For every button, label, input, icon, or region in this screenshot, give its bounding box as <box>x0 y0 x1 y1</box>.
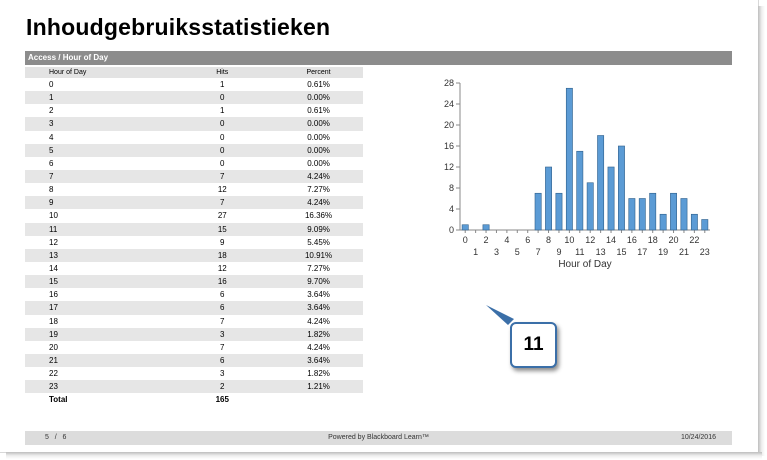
bar-hour-17 <box>639 199 645 231</box>
bar-hour-23 <box>702 220 708 231</box>
page-title: Inhoudgebruiksstatistieken <box>26 14 331 40</box>
hits-cell: 12 <box>217 264 227 274</box>
table-row <box>25 183 363 196</box>
percent-cell: 10.91% <box>274 249 363 262</box>
page-shadow-right <box>758 6 765 456</box>
hits-cell: 27 <box>217 211 227 221</box>
report-date: 10/24/2016 <box>680 434 716 441</box>
percent-cell: 4.24% <box>307 316 330 326</box>
x-tick-label: 14 <box>606 235 617 245</box>
x-tick-label: 7 <box>535 247 541 257</box>
hour-cell: 20 <box>49 342 58 352</box>
hits-cell: 18 <box>170 249 274 262</box>
column-header-hour: Hour of Day <box>25 67 170 78</box>
hour-cell: 6 <box>49 158 54 168</box>
hour-cell: 4 <box>49 132 54 142</box>
hits-cell: 7 <box>170 170 274 183</box>
table-body <box>25 78 363 407</box>
hour-cell: 18 <box>49 316 58 326</box>
table-row <box>25 328 363 341</box>
x-tick-label: 23 <box>699 247 710 257</box>
hour-cell: 3 <box>25 117 170 130</box>
table-row <box>25 144 363 157</box>
percent-cell: 4.24% <box>274 196 363 209</box>
hour-cell: 14 <box>49 264 58 274</box>
callout-badge: 11 <box>510 322 557 368</box>
hour-stats-table <box>25 67 363 407</box>
y-tick-label: 20 <box>443 120 454 130</box>
page-separator: / <box>54 434 57 441</box>
hits-cell: 7 <box>220 342 225 352</box>
powered-by-text: Powered by Blackboard Learn™ <box>328 434 429 441</box>
hour-of-day-chart <box>430 75 720 280</box>
y-tick-label: 8 <box>448 183 454 193</box>
x-tick-label: 19 <box>658 247 669 257</box>
hits-cell: 0 <box>170 144 274 157</box>
bar-hour-7 <box>535 193 541 230</box>
bar-hour-10 <box>566 88 572 230</box>
hour-cell: 16 <box>49 290 58 300</box>
hits-cell: 0 <box>220 158 225 168</box>
x-tick-label: 0 <box>462 235 468 245</box>
bar-hour-19 <box>660 214 666 230</box>
x-tick-label: 10 <box>564 235 575 245</box>
table-row <box>25 157 363 170</box>
hour-cell: 10 <box>49 211 58 221</box>
hits-cell: 6 <box>220 290 225 300</box>
column-header-percent: Percent <box>274 67 363 78</box>
hour-cell: 15 <box>25 275 170 288</box>
table-row <box>25 262 363 275</box>
percent-cell: 7.27% <box>307 264 330 274</box>
hour-cell: 0 <box>49 80 54 90</box>
hits-cell: 3 <box>220 369 225 379</box>
x-tick-label: 9 <box>556 247 562 257</box>
table-row <box>25 78 363 91</box>
x-tick-label: 16 <box>626 235 637 245</box>
hour-cell: 5 <box>25 144 170 157</box>
table-row <box>25 288 363 301</box>
y-tick-label: 0 <box>448 225 454 235</box>
percent-cell: 4.24% <box>307 342 330 352</box>
y-tick-label: 12 <box>443 162 454 172</box>
x-tick-label: 20 <box>668 235 679 245</box>
bar-hour-8 <box>545 167 551 230</box>
bar-hour-20 <box>670 193 676 230</box>
percent-cell: 1.82% <box>307 369 330 379</box>
x-tick-label: 17 <box>637 247 648 257</box>
percent-cell: 3.64% <box>307 290 330 300</box>
column-header-hits: Hits <box>170 67 274 78</box>
percent-cell: 3.64% <box>274 354 363 367</box>
hits-cell: 15 <box>170 223 274 236</box>
hour-cell: 13 <box>25 249 170 262</box>
percent-cell: 5.45% <box>307 237 330 247</box>
percent-cell: 7.27% <box>307 185 330 195</box>
hits-cell: 7 <box>170 196 274 209</box>
hits-cell: 16 <box>170 275 274 288</box>
hits-cell: 6 <box>170 301 274 314</box>
x-tick-label: 8 <box>546 235 552 245</box>
page-shadow-bottom <box>6 452 762 459</box>
x-tick-label: 5 <box>514 247 520 257</box>
y-tick-label: 24 <box>443 99 454 109</box>
hits-cell: 2 <box>170 380 274 393</box>
table-row <box>25 341 363 354</box>
hits-cell: 0 <box>220 132 225 142</box>
percent-cell: 0.61% <box>307 106 330 116</box>
hour-cell: 8 <box>49 185 54 195</box>
percent-cell: 0.00% <box>307 158 330 168</box>
x-tick-label: 4 <box>504 235 510 245</box>
hits-cell: 6 <box>170 354 274 367</box>
hour-cell: 17 <box>25 301 170 314</box>
bar-hour-13 <box>598 136 604 231</box>
percent-cell: 0.00% <box>307 132 330 142</box>
hour-cell: 22 <box>49 369 58 379</box>
section-header: Access / Hour of Day <box>25 51 732 65</box>
table-row <box>25 104 363 117</box>
hits-cell: 1 <box>220 106 225 116</box>
percent-cell: 16.36% <box>304 211 333 221</box>
table-row <box>25 196 363 209</box>
hour-cell: 21 <box>25 354 170 367</box>
x-tick-label: 15 <box>616 247 627 257</box>
hour-cell: 12 <box>49 237 58 247</box>
page-total: 6 <box>62 434 67 441</box>
hour-cell: 2 <box>49 106 54 116</box>
table-row <box>25 301 363 314</box>
percent-cell: 9.70% <box>274 275 363 288</box>
x-tick-label: 11 <box>575 247 585 257</box>
percent-cell: 0.00% <box>274 144 363 157</box>
hour-cell: 9 <box>25 196 170 209</box>
percent-cell: 4.24% <box>274 170 363 183</box>
bar-chart-svg <box>430 75 720 280</box>
total-hits: 165 <box>170 393 274 406</box>
percent-cell: 1.21% <box>274 380 363 393</box>
bar-hour-9 <box>556 193 562 230</box>
table-row <box>25 367 363 380</box>
bar-hour-21 <box>681 199 687 231</box>
table-row <box>25 275 363 288</box>
page-current: 5 <box>45 434 49 441</box>
hour-cell: 11 <box>25 223 170 236</box>
table-total-row <box>25 393 363 406</box>
percent-cell: 0.61% <box>307 80 330 90</box>
table-row <box>25 354 363 367</box>
y-tick-label: 28 <box>443 78 454 88</box>
percent-cell: 3.64% <box>274 301 363 314</box>
table-row <box>25 131 363 144</box>
page-footer <box>25 431 732 445</box>
bar-hour-18 <box>650 193 656 230</box>
table-row <box>25 223 363 236</box>
hits-cell: 9 <box>220 237 225 247</box>
hits-cell: 7 <box>220 316 225 326</box>
percent-cell: 1.82% <box>274 328 363 341</box>
y-tick-label: 4 <box>448 204 454 214</box>
table-row <box>25 249 363 262</box>
bar-hour-2 <box>483 225 489 230</box>
bar-hour-0 <box>462 225 468 230</box>
hits-cell: 12 <box>217 185 227 195</box>
x-tick-label: 12 <box>585 235 596 245</box>
x-tick-label: 1 <box>473 247 479 257</box>
table-row <box>25 91 363 104</box>
hits-cell: 0 <box>170 91 274 104</box>
hour-cell: 7 <box>25 170 170 183</box>
table-row <box>25 170 363 183</box>
percent-cell: 9.09% <box>274 223 363 236</box>
x-tick-label: 22 <box>689 235 700 245</box>
x-tick-label: 2 <box>483 235 489 245</box>
x-tick-label: 6 <box>525 235 531 245</box>
hour-cell: 23 <box>25 380 170 393</box>
table-row <box>25 236 363 249</box>
table-row <box>25 380 363 393</box>
bar-hour-11 <box>577 151 583 230</box>
x-tick-label: 21 <box>678 247 689 257</box>
hits-cell: 3 <box>170 328 274 341</box>
bar-hour-15 <box>618 146 624 230</box>
x-axis-label: Hour of Day <box>558 259 612 270</box>
bar-hour-16 <box>629 199 635 231</box>
hits-cell: 0 <box>170 117 274 130</box>
table-row <box>25 117 363 130</box>
hits-cell: 1 <box>220 80 225 90</box>
table-row <box>25 209 363 222</box>
hour-cell: 1 <box>25 91 170 104</box>
table-row <box>25 315 363 328</box>
bar-hour-14 <box>608 167 614 230</box>
percent-cell: 0.00% <box>274 117 363 130</box>
hour-cell: 19 <box>25 328 170 341</box>
y-tick-label: 16 <box>443 141 454 151</box>
bar-hour-12 <box>587 183 593 230</box>
x-tick-label: 13 <box>595 247 606 257</box>
table-header-row <box>25 67 363 78</box>
percent-cell: 0.00% <box>274 91 363 104</box>
total-label: Total <box>25 393 170 406</box>
bar-hour-22 <box>691 214 697 230</box>
x-tick-label: 3 <box>493 247 499 257</box>
x-tick-label: 18 <box>647 235 658 245</box>
total-percent <box>274 393 363 406</box>
